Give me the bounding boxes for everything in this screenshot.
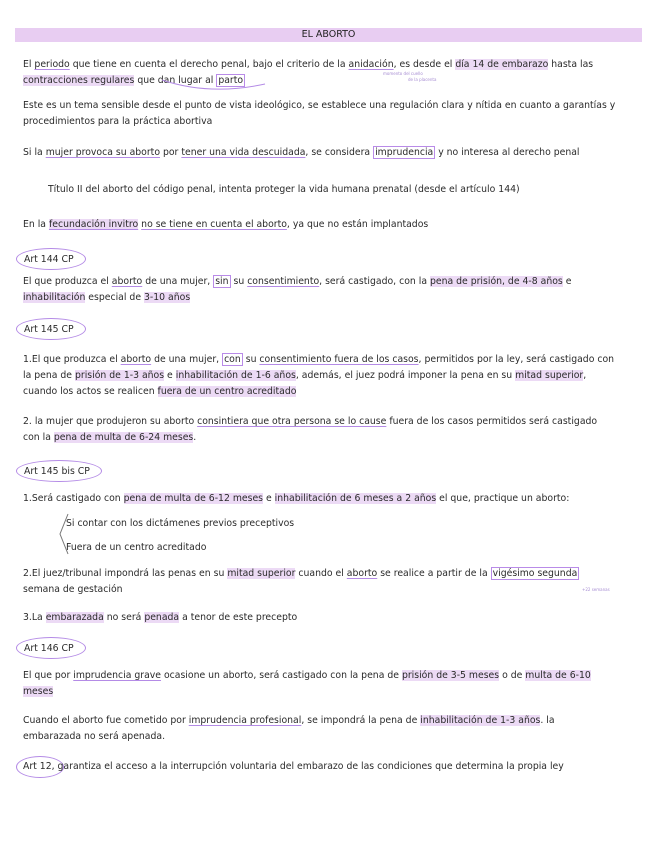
annotation-curve xyxy=(160,78,270,94)
paragraph-imprudence: Si la mujer provoca su aborto por tener una vida descuidada, se considera imprudencia y no interesa al derecho penal xyxy=(23,147,580,158)
paragraph-art145bis-1: 1.Será castigado con pena de multa de 6-12 meses e inhabilitación de 6 meses a 2 años el que, practique un aborto: xyxy=(23,493,570,504)
handwritten-note: momento del cuello xyxy=(383,71,423,76)
list-item: Fuera de un centro acreditado xyxy=(66,542,207,553)
paragraph-sensitive-topic: Este es un tema sensible desde el punto de vista ideológico, se establece una regulación clara y nítida en cuanto a garantías y procedimientos para la práctica abortiva xyxy=(23,100,616,127)
handwritten-note: +22 semanas xyxy=(582,587,610,592)
paragraph-art145-1-cont2: cuando los actos se realicen fuera de un centro acreditado xyxy=(23,386,297,397)
paragraph-art145bis-2-cont: semana de gestación xyxy=(23,584,123,595)
paragraph-art146: El que por imprudencia grave ocasione un aborto, será castigado con la pena de prisión de 3-5 meses o de multa de 6-10 xyxy=(23,670,591,681)
paragraph-period-cont: contracciones regulares que dan lugar al parto xyxy=(23,75,244,86)
paragraph-art145-2-cont: con la pena de multa de 6-24 meses. xyxy=(23,432,197,443)
paragraph-art145bis-2: 2.El juez/tribunal impondrá las penas en su mitad superior cuando el aborto se realice a partir de la vigésimo segunda xyxy=(23,568,578,579)
article-145bis-heading: Art 145 bis CP xyxy=(16,460,102,482)
paragraph-art144-cont: inhabilitación especial de 3-10 años xyxy=(23,292,191,303)
article-146-heading: Art 146 CP xyxy=(16,637,86,659)
paragraph-art145-2: 2. la mujer que produjeron su aborto consintiera que otra persona se lo cause fuera de los casos permitidos será castigado xyxy=(23,416,598,427)
paragraph-art145-1-cont: la pena de prisión de 1-3 años e inhabilitación de 1-6 años, además, el juez podrá imponer la pena en su mitad superior, xyxy=(23,370,587,381)
paragraph-art145-1: 1.El que produzca el aborto de una mujer, con su consentimiento fuera de los casos, permitidos por la ley, será castigado con xyxy=(23,354,615,365)
document-title: EL ABORTO xyxy=(15,28,642,42)
paragraph-art12: Art 12, garantiza el acceso a la interrupción voluntaria del embarazo de las condiciones que determina la propia ley xyxy=(23,761,564,772)
paragraph-art146-professional: Cuando el aborto fue cometido por imprudencia profesional, se impondrá la pena de inhabilitación de 1-3 años. la xyxy=(23,715,555,726)
list-item: Si contar con los dictámenes previos preceptivos xyxy=(66,518,295,529)
article-144-heading: Art 144 CP xyxy=(16,248,86,270)
handwritten-note: de la placenta xyxy=(408,77,437,82)
paragraph-art146-professional-cont: embarazada no será apenada. xyxy=(23,731,166,742)
paragraph-art145bis-3: 3.La embarazada no será penada a tenor de este precepto xyxy=(23,612,298,623)
paragraph-title-ii: Título II del aborto del código penal, intenta proteger la vida humana prenatal (desde el artículo 144) xyxy=(48,184,520,195)
paragraph-period: El periodo que tiene en cuenta el derecho penal, bajo el criterio de la anidación, es desde el día 14 de embarazo hasta las xyxy=(23,59,594,70)
paragraph-in-vitro: En la fecundación invitro no se tiene en cuenta el aborto, ya que no están implantados xyxy=(23,219,429,230)
paragraph-art146-cont: meses xyxy=(23,686,54,697)
article-145-heading: Art 145 CP xyxy=(16,318,86,340)
paragraph-art144: El que produzca el aborto de una mujer, sin su consentimiento, será castigado, con la pena de prisión, de 4-8 años e xyxy=(23,276,572,287)
